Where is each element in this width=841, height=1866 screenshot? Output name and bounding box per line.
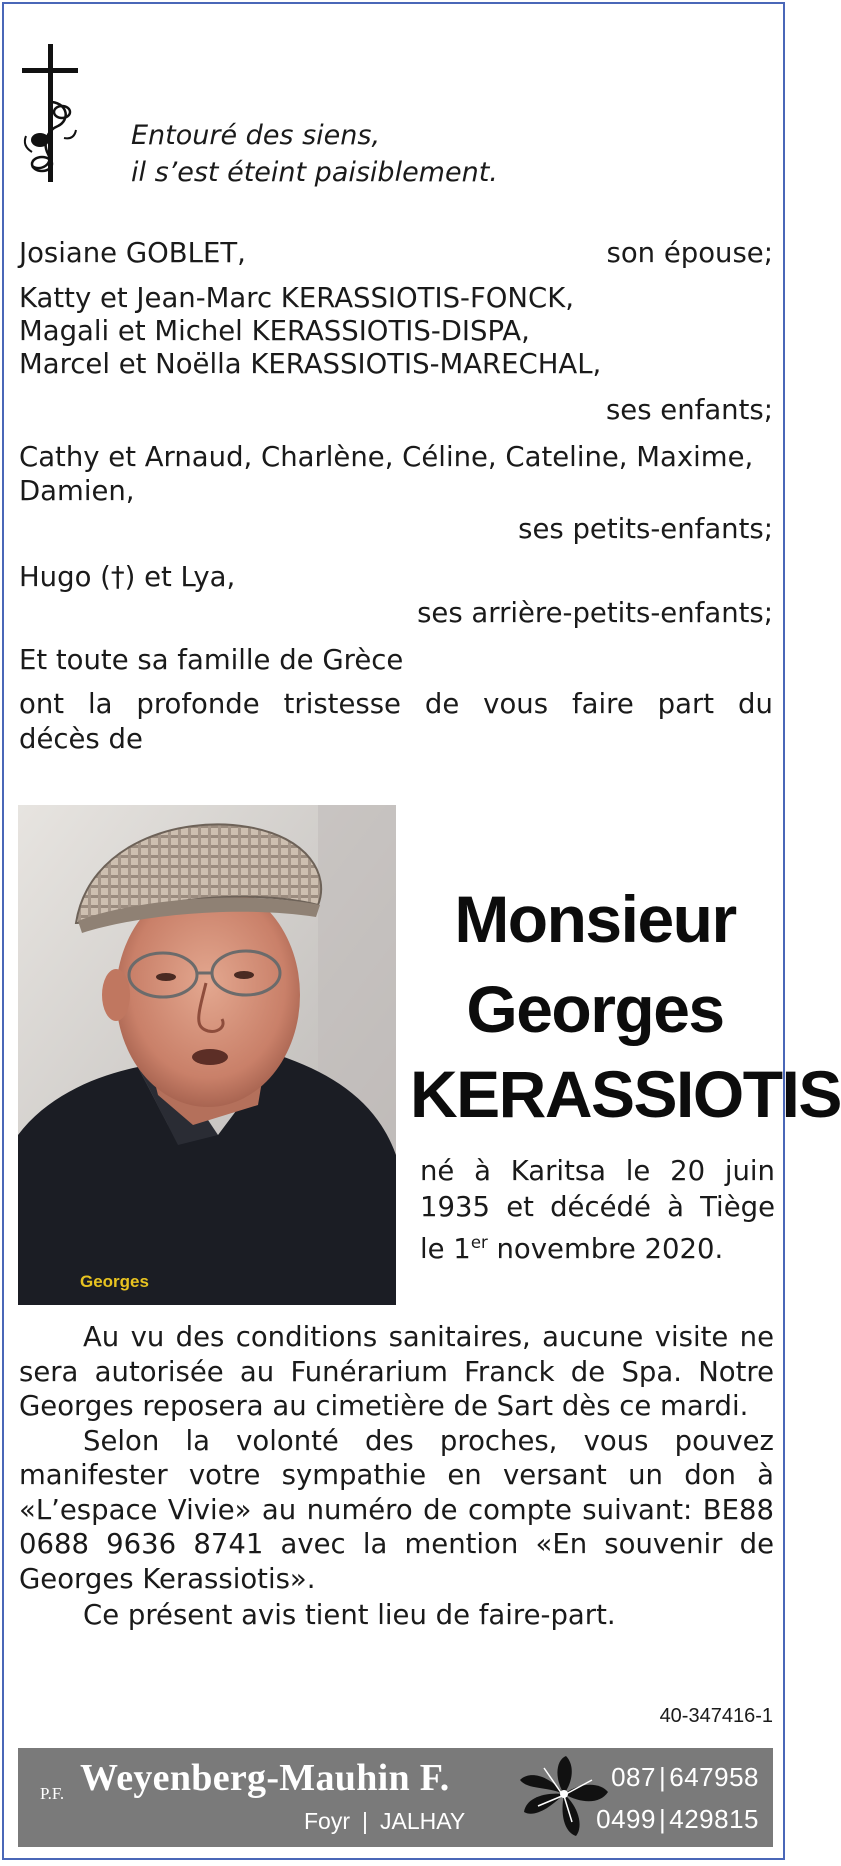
body-paragraph-3: Ce présent avis tient lieu de faire-part. xyxy=(83,1599,616,1631)
body-text xyxy=(19,1320,774,1633)
born-word: juin xyxy=(724,1155,775,1187)
phone-mobile-number: 429815 xyxy=(669,1804,759,1834)
born-date-post: novembre 2020. xyxy=(487,1233,724,1266)
child-line-3: Marcel et Noëlla KERASSIOTIS-MARECHAL, xyxy=(19,348,602,380)
born-word: né xyxy=(420,1155,455,1187)
child-line-1: Katty et Jean-Marc KERASSIOTIS-FONCK, xyxy=(19,282,574,314)
born-word: 20 xyxy=(670,1155,706,1187)
intro-line-2: il s’est éteint paisiblement. xyxy=(131,157,498,188)
child-line-2: Magali et Michel KERASSIOTIS-DISPA, xyxy=(19,315,530,347)
funeral-home-prefix: P.F. xyxy=(40,1784,65,1803)
phone-mobile-prefix: 0499 xyxy=(596,1804,656,1834)
funeral-home-name: Weyenberg-Mauhin F. xyxy=(80,1757,450,1799)
born-line-2 xyxy=(420,1189,775,1225)
deceased-first-name: Georges xyxy=(466,972,724,1046)
announce-word: profonde xyxy=(136,688,260,720)
reference-number: 40-347416-1 xyxy=(659,1705,773,1727)
portrait-image xyxy=(18,805,396,1305)
intro-text xyxy=(131,117,498,191)
extended-family-line: Et toute sa famille de Grèce xyxy=(19,644,404,676)
children-role: ses enfants; xyxy=(605,394,773,426)
announce-word: la xyxy=(87,688,113,720)
born-word: 1935 xyxy=(420,1191,490,1223)
born-word: Tiège xyxy=(700,1191,775,1223)
announce-word: tristesse xyxy=(283,688,401,720)
intro-line-1: Entouré des siens, xyxy=(131,120,381,151)
born-word: à xyxy=(667,1191,684,1223)
phone-mobile: 0499 | 429815 xyxy=(596,1804,759,1834)
great-grandchildren-line: Hugo (†) et Lya, xyxy=(19,561,236,593)
born-word: le xyxy=(625,1155,651,1187)
born-date-sup: er xyxy=(470,1233,488,1252)
town-foyr: Foyr xyxy=(304,1808,350,1834)
born-word: et xyxy=(506,1191,534,1223)
great-grandchildren-role: ses arrière-petits-enfants; xyxy=(417,597,773,629)
phone-landline: 087 | 647958 xyxy=(611,1762,759,1792)
funeral-home-banner xyxy=(18,1748,773,1847)
spouse-role: son épouse; xyxy=(606,237,773,269)
grandchildren-role: ses petits-enfants; xyxy=(518,513,773,545)
spouse-line xyxy=(19,236,773,270)
grandchildren-line-2: Damien, xyxy=(19,475,135,507)
deceased-title: Monsieur xyxy=(454,882,736,956)
body-paragraph-2: Selon la volonté des proches, vous pouvez manifester votre sympathie en versant un don à «L’espace Vivie» au numéro de compte suivant: BE88 0688 9636 8741 avec la mention «En souvenir de Georges Kerassiotis». xyxy=(19,1424,774,1595)
phone-landline-prefix: 087 xyxy=(611,1762,656,1792)
cross-icon xyxy=(18,42,82,184)
announce-word: vous xyxy=(483,688,549,720)
announce-word: part xyxy=(657,688,715,720)
born-line-1 xyxy=(420,1153,775,1189)
announce-word: du xyxy=(738,688,773,720)
born-line-3 xyxy=(420,1225,775,1267)
born-word: à xyxy=(474,1155,491,1187)
town-jalhay: JALHAY xyxy=(379,1808,466,1834)
born-date-pre: le 1 xyxy=(420,1233,471,1266)
photo-caption: Georges xyxy=(80,1272,149,1291)
deceased-photo xyxy=(18,805,396,1305)
born-word: décédé xyxy=(550,1191,651,1223)
deceased-last-name: KERASSIOTIS xyxy=(410,1057,841,1131)
grandchildren-line-1: Cathy et Arnaud, Charlène, Céline, Cateline, Maxime, xyxy=(19,441,754,473)
announce-line-2: décès de xyxy=(19,723,143,755)
announce-word: faire xyxy=(571,688,634,720)
announce-word: de xyxy=(424,688,460,720)
announce-line-1 xyxy=(19,687,773,721)
announce-word: ont xyxy=(19,688,65,720)
body-paragraph-1: Au vu des conditions sanitaires, aucune visite ne sera autorisée au Funérarium Franck de Spa. Notre Georges reposera au cimetière de Sart dès ce mardi. xyxy=(19,1321,774,1422)
funeral-home-towns: Foyr | JALHAY xyxy=(304,1808,466,1834)
phone-landline-number: 647958 xyxy=(669,1762,759,1792)
born-word: Karitsa xyxy=(510,1155,607,1187)
spouse-name: Josiane GOBLET, xyxy=(19,237,246,269)
